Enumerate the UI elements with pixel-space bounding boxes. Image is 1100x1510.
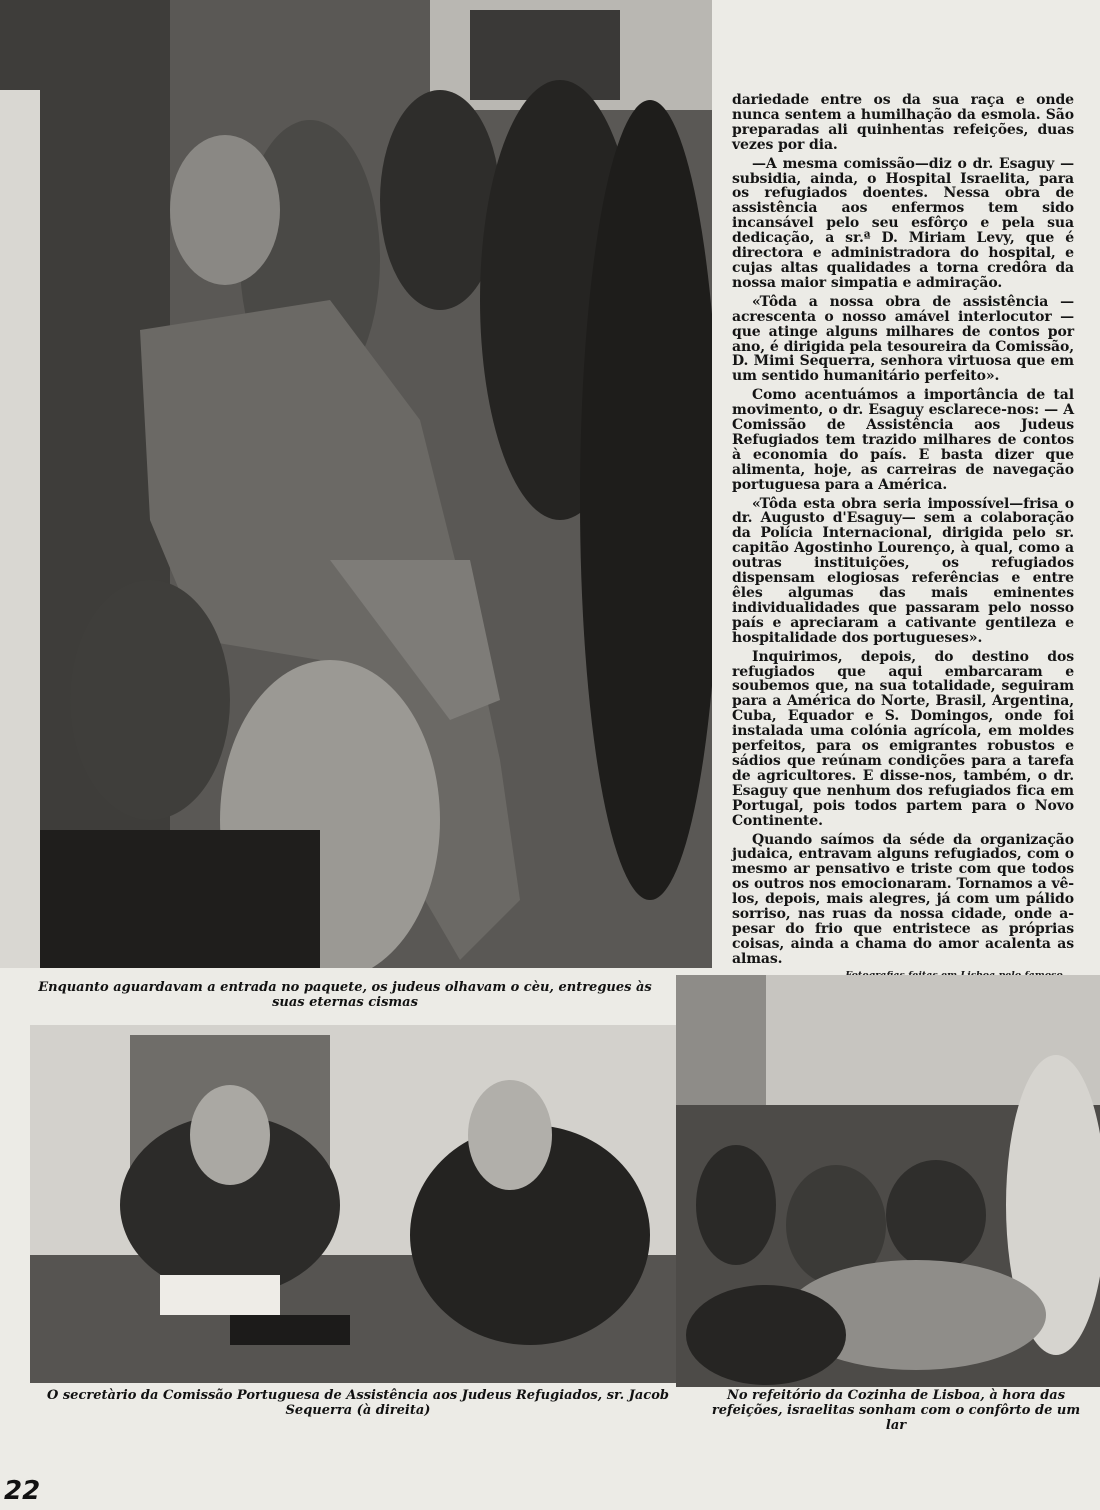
article-body bbox=[732, 93, 1074, 971]
article-paragraph: «Tôda a nossa obra de assistência —acrescenta o nosso amável interlocutor —que atinge alguns milhares de contos por ano, é dirigida pela tesoureira da Comissão, D. Mimi Sequerra, senhora virtuosa que em um sentido humanitário perfeito». bbox=[732, 293, 1074, 385]
caption-office-secretary: O secretàrio da Comissão Portuguesa de Assistência aos Judeus Refugiados, sr. Jacob Sequerra (à direita) bbox=[47, 1388, 669, 1418]
photo-office-secretary-art bbox=[30, 1025, 686, 1383]
caption-canteen: No refeitório da Cozinha de Lisboa, à hora das refeições, israelitas sonham com o confôrto de um lar bbox=[711, 1388, 1081, 1433]
article-paragraph: Inquirimos, depois, do destino dos refugiados que aqui embarcaram e soubemos que, na sua totalidade, seguiram para a América do Norte, Brasil, Argentina, Cuba, Equador e S. Domingos, onde foi instalada uma colónia agrícola, em moldes perfeitos, para os emigrantes robustos e sádios que reúnam condições para a tarefa de agricultores. E disse-nos, também, o dr. Esaguy que nenhum dos refugiados fica em Portugal, pois todos partem para o Novo Continente. bbox=[732, 648, 1074, 829]
photo-canteen-art bbox=[676, 975, 1100, 1387]
caption-refugees-waiting: Enquanto aguardavam a entrada no paquete, os judeus olhavam o cèu, entregues às suas eternas cismas bbox=[38, 980, 652, 1010]
photo-office-secretary bbox=[30, 1025, 686, 1383]
photo-refugees-waiting-art bbox=[0, 0, 712, 968]
photo-refugees-waiting bbox=[0, 0, 712, 968]
page-number: 22 bbox=[4, 1476, 41, 1506]
article-paragraph: —A mesma comissão—diz o dr. Esaguy —subsidia, ainda, o Hospital Israelita, para os refugiados doentes. Nessa obra de assistência aos enfermos tem sido incansável pelo seu esfôrço e pela sua dedicação, a sr.ª D. Miriam Levy, que é directora e administradora do hospital, e cujas altas qualidades a torna credôra da nossa maior simpatia e admiração. bbox=[732, 155, 1074, 291]
photo-canteen bbox=[676, 975, 1100, 1387]
article-paragraph: Como acentuámos a importância de tal movimento, o dr. Esaguy esclarece-nos: — A Comissão de Assistência aos Judeus Refugiados tem trazido milhares de contos à economia do país. E basta dizer que alimenta, hoje, as carreiras de navegação portuguesa para a América. bbox=[732, 387, 1074, 493]
article-paragraph: Quando saímos da séde da organização judaica, entravam alguns refugiados, com o mesmo ar pensativo e triste com que todos os outros nos emocionaram. Tornamos a vê-los, depois, mais alegres, já com um pálido sorriso, nas ruas da nossa cidade, onde a-pesar do frio que entristece as próprias coisas, ainda a chama do amor acalenta as almas. bbox=[732, 831, 1074, 967]
article-paragraph: «Tôda esta obra seria impossível—frisa o dr. Augusto d'Esaguy— sem a colaboração da Polícia Internacional, dirigida pelo sr. capitão Agostinho Lourenço, à qual, como a outras instituições, os refugiados dispensam elogiosas referências e entre êles algumas das mais eminentes individualidades que passaram pelo nosso país e apreciaram a cativante gentileza e hospitalidade dos portugueses». bbox=[732, 495, 1074, 646]
article-paragraph: dariedade entre os da sua raça e onde nunca sentem a humilhação da esmola. São preparadas ali quinhentas refeições, duas vezes por dia. bbox=[732, 92, 1074, 153]
